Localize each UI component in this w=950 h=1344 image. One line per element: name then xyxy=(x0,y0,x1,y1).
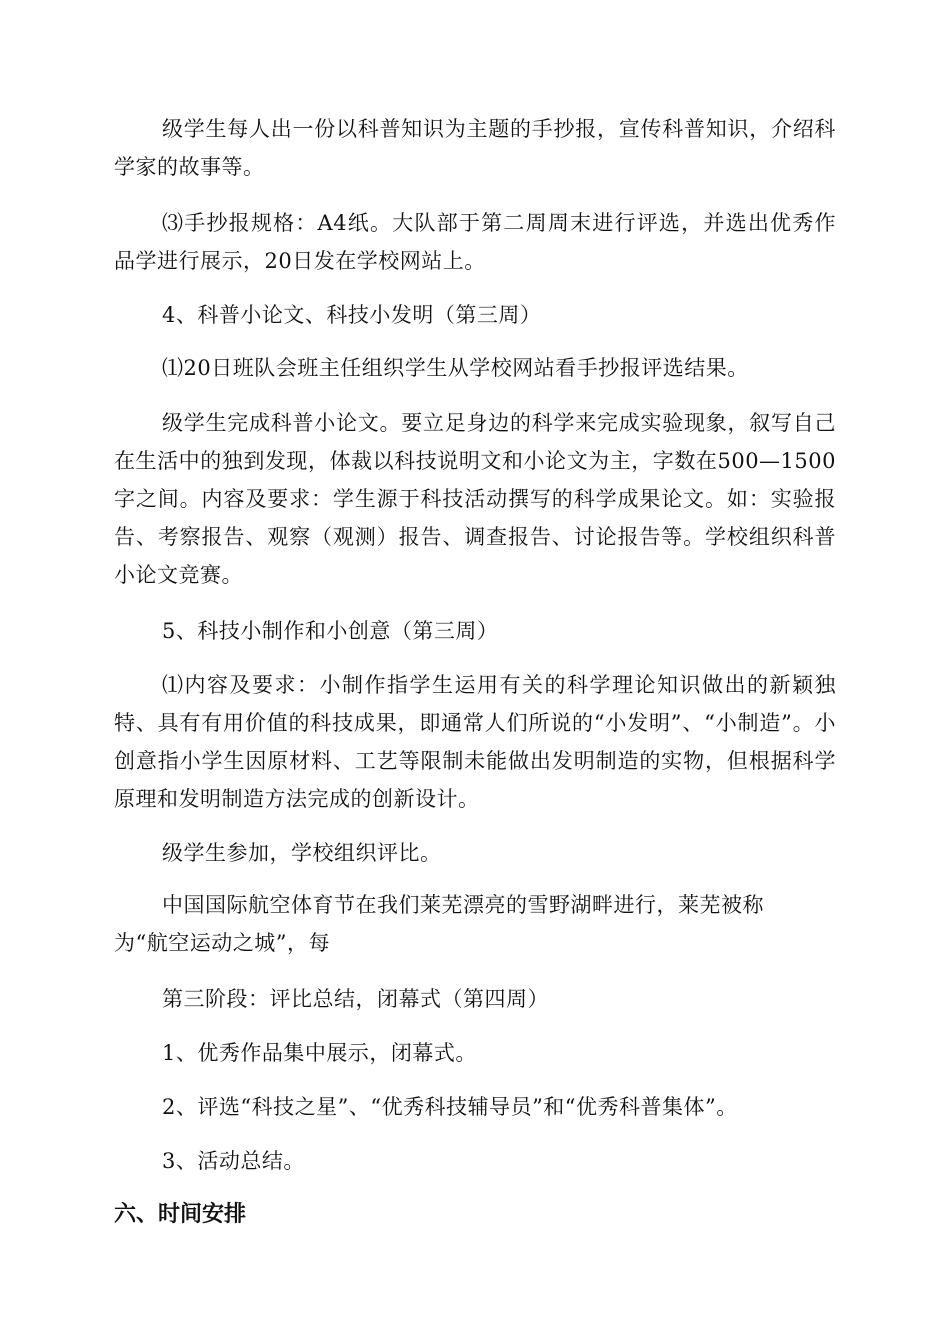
paragraph-stage-3-item-3: 3、活动总结。 xyxy=(162,1149,305,1173)
section-heading-schedule: 六、时间安排 xyxy=(114,1202,247,1227)
paragraph-item-4-1: ⑴20日班队会班主任组织学生从学校网站看手抄报评选结果。 xyxy=(162,356,749,380)
paragraph-aviation-line-2: 为“航空运动之城”，每 xyxy=(114,931,330,955)
paragraph-poster-spec: ⑶手抄报规格：A4纸。大队部于第二周周末进行评选，并选出优秀作品学进行展示，20日发在学校网站上。 xyxy=(114,211,836,273)
paragraph-stage-3-item-2: 2、评选“科技之星”、“优秀科技辅导员”和“优秀科普集体”。 xyxy=(162,1095,738,1119)
paragraph-essay-details: 级学生完成科普小论文。要立足身边的科学来完成实验现象，叙写自己在生活中的独到发现，体裁以科技说明文和小论文为主，字数在500—1500字之间。内容及要求：学生源于科技活动撰写的科学成果论文。如：实验报告、考察报告、观察（观测）报告、调查报告、讨论报告等。学校组织科普小论文竞赛。 xyxy=(114,411,836,587)
paragraph-item-4-title: 4、科普小论文、科技小发明（第三周） xyxy=(162,303,542,327)
paragraph-stage-3-item-1: 1、优秀作品集中展示，闭幕式。 xyxy=(162,1041,477,1065)
paragraph-participation: 级学生参加，学校组织评比。 xyxy=(162,841,442,865)
paragraph-poster-intro: 级学生每人出一份以科普知识为主题的手抄报，宣传科普知识，介绍科学家的故事等。 xyxy=(114,117,836,179)
paragraph-aviation-line-1: 中国国际航空体育节在我们莱芜漂亮的雪野湖畔进行，莱芜被称 xyxy=(162,893,764,917)
paragraph-stage-3-title: 第三阶段：评比总结，闭幕式（第四周） xyxy=(162,987,549,1011)
paragraph-item-5-title: 5、科技小制作和小创意（第三周） xyxy=(162,619,499,643)
paragraph-item-5-1: ⑴内容及要求：小制作指学生运用有关的科学理论知识做出的新颖独特、具有有用价值的科技成果，即通常人们所说的“小发明”、“小制造”。小创意指小学生因原材料、工艺等限制未能做出发明制造的实物，但根据科学原理和发明制造方法完成的创新设计。 xyxy=(114,673,836,811)
